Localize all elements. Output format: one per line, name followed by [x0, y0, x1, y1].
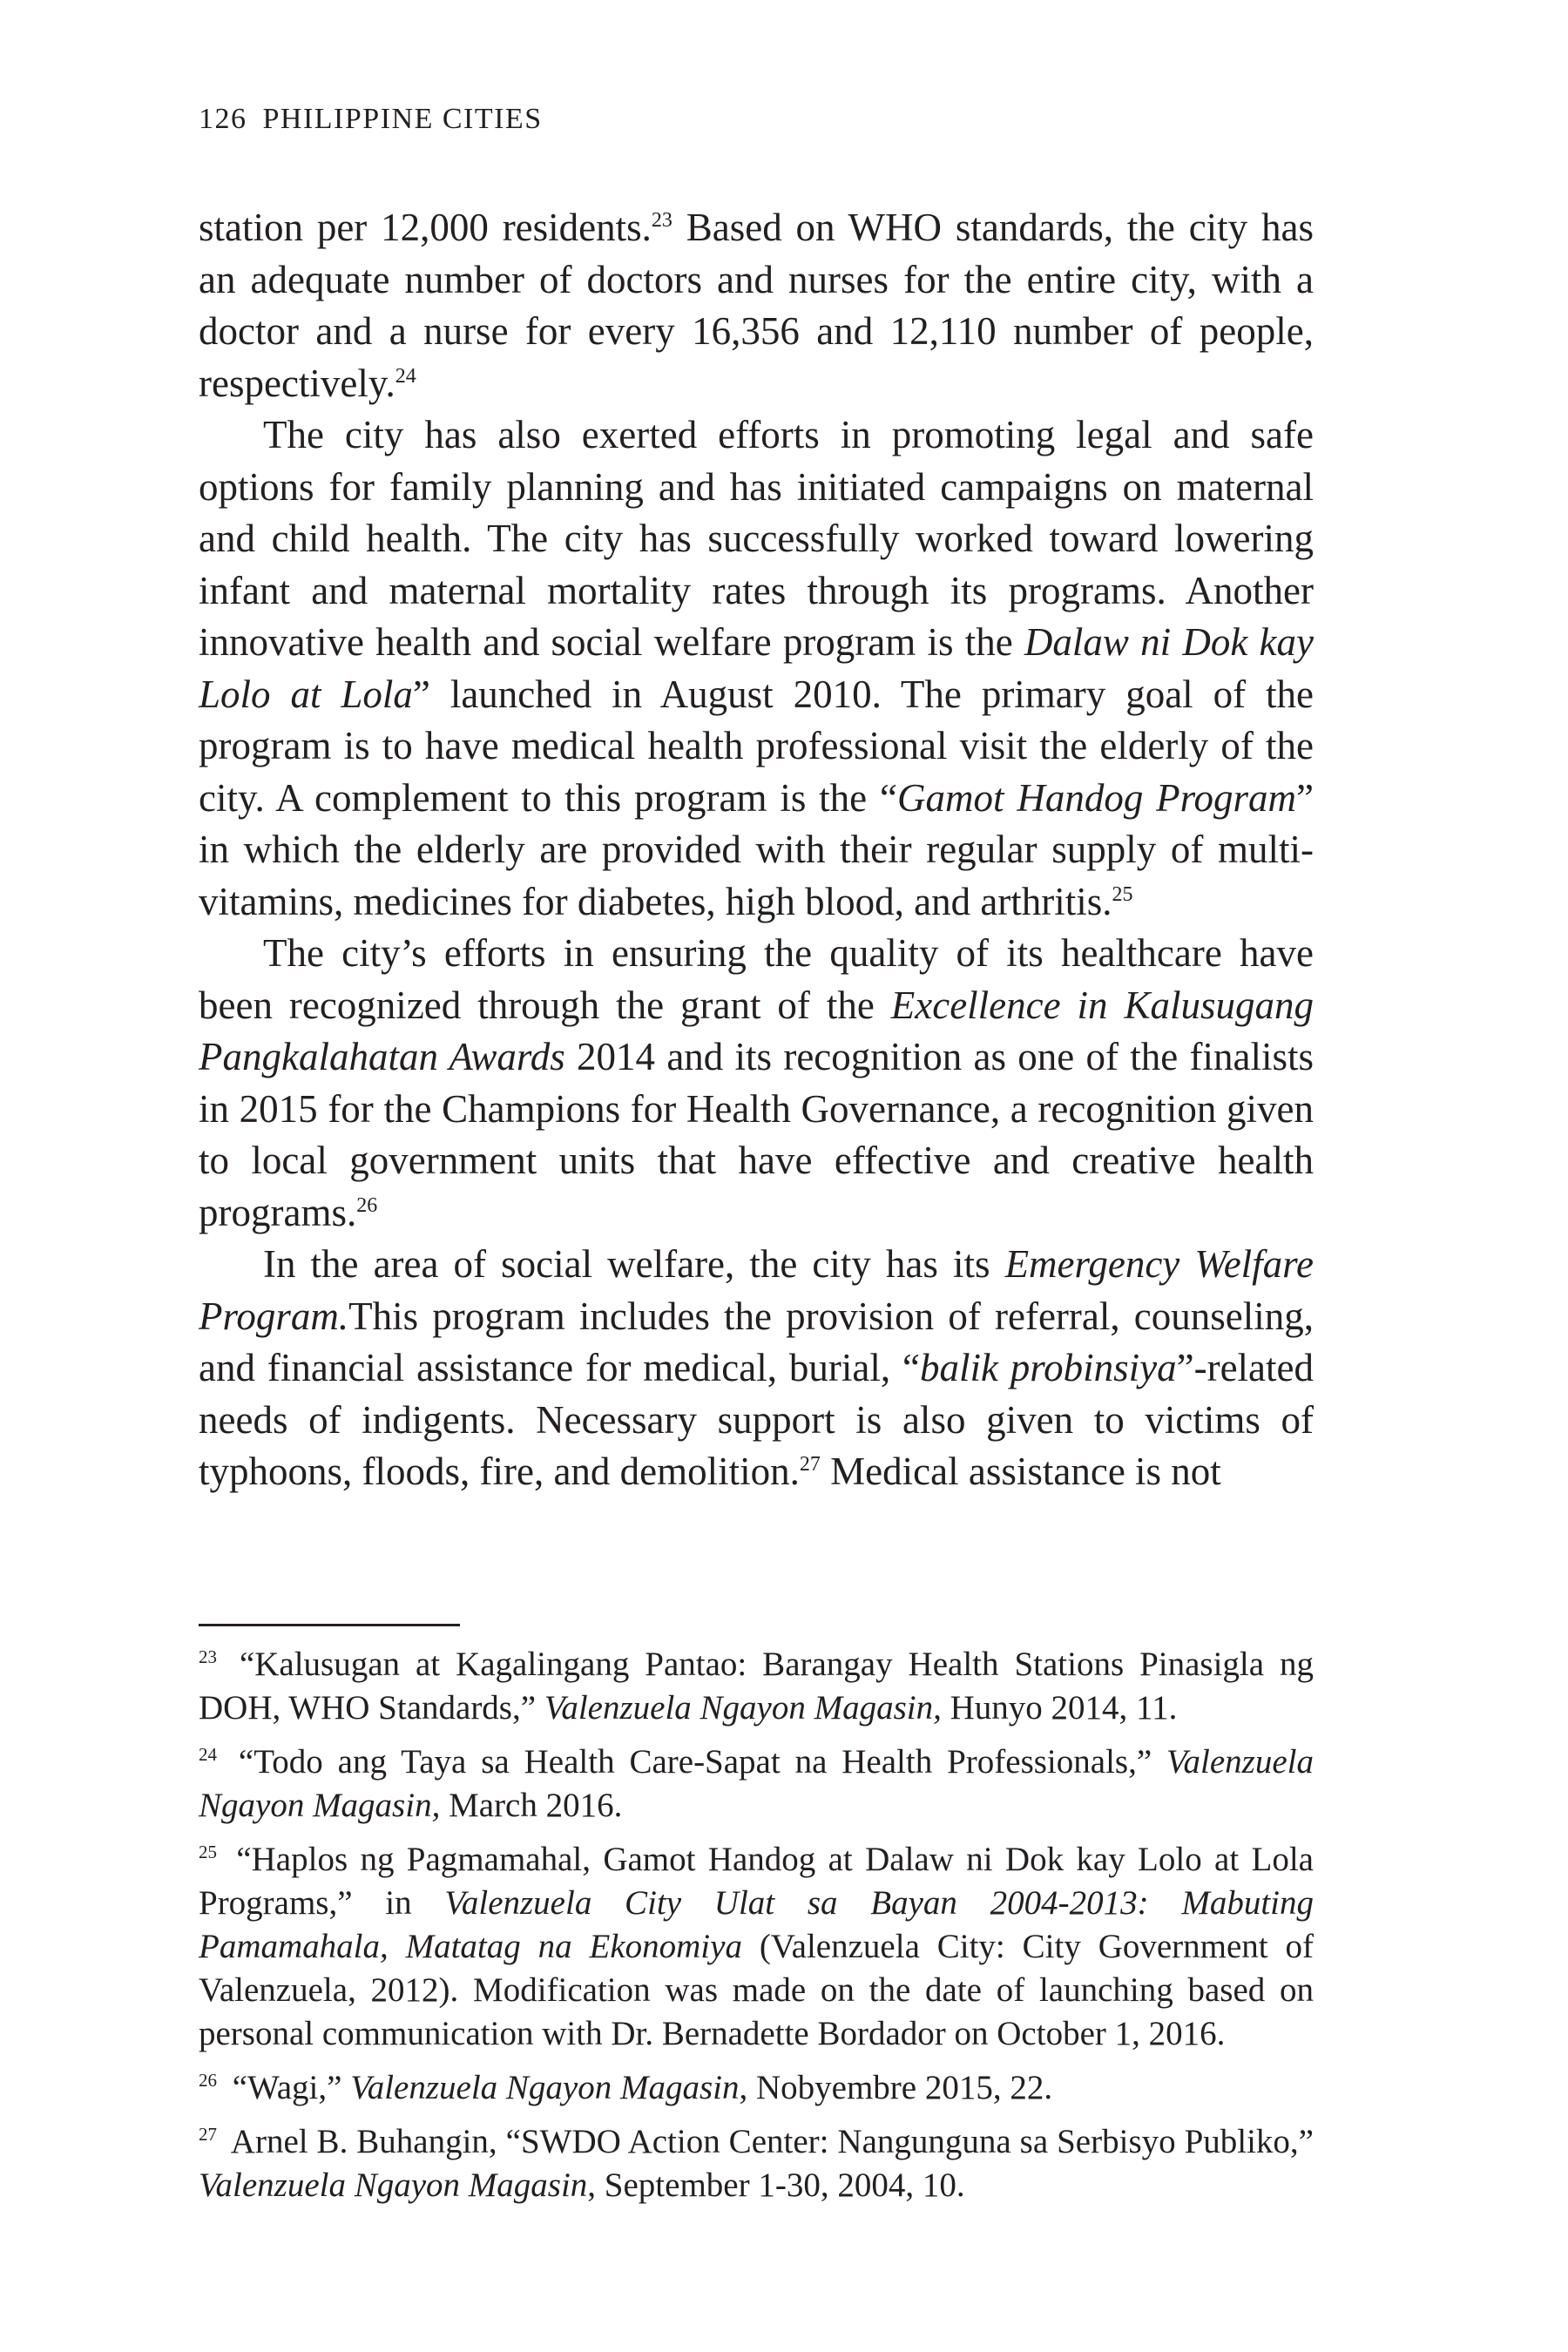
italic-source: Valenzuela Ngayon Magasin [350, 2069, 740, 2106]
text-run: station per 12,000 residents. [199, 206, 652, 249]
footnote-24 [199, 1740, 1314, 1828]
text-run: 2014 and its recognition as one of the finalists in 2015 for the Champions for Health Governance, a recognition given to local government units that have effective and creative health programs. [199, 1035, 1315, 1234]
italic-source: Valenzuela City Ulat sa Bayan 2004-2013: Mabuting Pamamahala, Matatag na Ekonomiya [199, 1884, 1314, 1965]
text-run: “Haplos ng Pagmamahal, Gamot Handog at Dalaw ni Dok kay Lolo at Lola Programs,” in [199, 1841, 1314, 1922]
footnote-26 [199, 2066, 1314, 2110]
italic-source: Valenzuela Ngayon Magasin [199, 2166, 588, 2204]
text-run: Based on WHO standards, the city has an adequate number of doctors and nurses for the entire city, with a doctor and a nurse for every 16,356 and 12,110 number of people, respectively. [199, 206, 1314, 405]
italic-source: Valenzuela Ngayon Magasin, [544, 1689, 942, 1727]
footnote-23 [199, 1643, 1314, 1730]
text-run: Arnel B. Buhangin, “SWDO Action Center: Nangunguna sa Serbisyo Publiko,” [224, 2123, 1314, 2160]
text-run: ” in which the elderly are provided with their regular supply of multi-vitamins, medicines for diabetes, high blood, and arthritis. [199, 775, 1314, 923]
footnote-number: 23 [199, 1646, 217, 1667]
footnote-divider [199, 1624, 460, 1626]
paragraph-2 [199, 409, 1314, 928]
text-run: This program includes the provision of referral, counseling, and financial assistance for medical, burial, “ [199, 1294, 1314, 1389]
main-text [199, 202, 1314, 1498]
paragraph-3 [199, 928, 1314, 1239]
italic-source: Valenzuela Ngayon Magasin, [199, 1743, 1314, 1824]
text-run: , Nobyembre 2015, 22. [739, 2069, 1053, 2106]
text-run: ”-related needs of indigents. Necessary support is also given to victims of typhoons, floods, fire, and demolition. [199, 1346, 1315, 1493]
footnote-ref-23[interactable]: 23 [651, 209, 672, 232]
text-run: “Kalusugan at Kagalingang Pantao: Barangay Health Stations Pinasigla ng DOH, WHO Standards,” [199, 1646, 1314, 1727]
italic-program-name: Emergency Welfare Program. [199, 1242, 1314, 1338]
footnote-number: 24 [199, 1744, 217, 1765]
text-run: March 2016. [440, 1787, 623, 1824]
text-run: In the area of social welfare, the city has its [263, 1242, 1005, 1286]
text-run: Medical assistance is not [820, 1450, 1221, 1493]
footnote-number: 27 [199, 2124, 217, 2145]
footnote-ref-24[interactable]: 24 [395, 364, 416, 388]
italic-term: balik probinsiya [919, 1346, 1177, 1389]
footnote-number: 26 [199, 2070, 217, 2091]
italic-program-name: Dalaw ni Dok kay Lolo at Lola [199, 620, 1315, 716]
footnote-ref-25[interactable]: 25 [1112, 882, 1133, 906]
paragraph-4 [199, 1239, 1314, 1498]
footnote-27 [199, 2120, 1314, 2207]
text-run: , September 1-30, 2004, 10. [587, 2166, 965, 2204]
footnote-25 [199, 1838, 1314, 2056]
text-run: “Todo ang Taya sa Health Care-Sapat na Health Professionals,” [224, 1743, 1167, 1781]
page-number: 126 [199, 103, 247, 135]
text-run: (Valenzuela City: City Government of Valenzuela, 2012). Modification was made on the date of launching based on personal communication with Dr. Bernadette Bordador on October 1, 2016. [199, 1928, 1314, 2052]
text-run: The city’s efforts in ensuring the quality of its healthcare have been recognized through the grant of the [199, 931, 1314, 1027]
footnote-ref-27[interactable]: 27 [799, 1453, 821, 1476]
text-run: “Wagi,” [224, 2069, 351, 2106]
text-run: ” launched in August 2010. The primary goal of the program is to have medical health professional visit the elderly of the city. A complement to this program is the “ [199, 672, 1314, 820]
text-run: Hunyo 2014, 11. [941, 1689, 1178, 1727]
footnote-number: 25 [199, 1842, 217, 1862]
paragraph-1 [199, 202, 1314, 409]
running-header [199, 103, 543, 136]
running-title: PHILIPPINE CITIES [262, 103, 543, 135]
italic-award-name: Excellence in Kalusugang Pangkalahatan Awards [199, 983, 1314, 1078]
italic-program-name: Gamot Handog Program [896, 775, 1297, 820]
footnotes [199, 1643, 1314, 2218]
text-run: The city has also exerted efforts in promoting legal and safe options for family planning and has initiated campaigns on maternal and child health. The city has successfully worked toward lowering infant and maternal mortality rates through its programs. Another innovative health and social welfare program is the [199, 413, 1314, 664]
footnote-ref-26[interactable]: 26 [356, 1193, 378, 1217]
